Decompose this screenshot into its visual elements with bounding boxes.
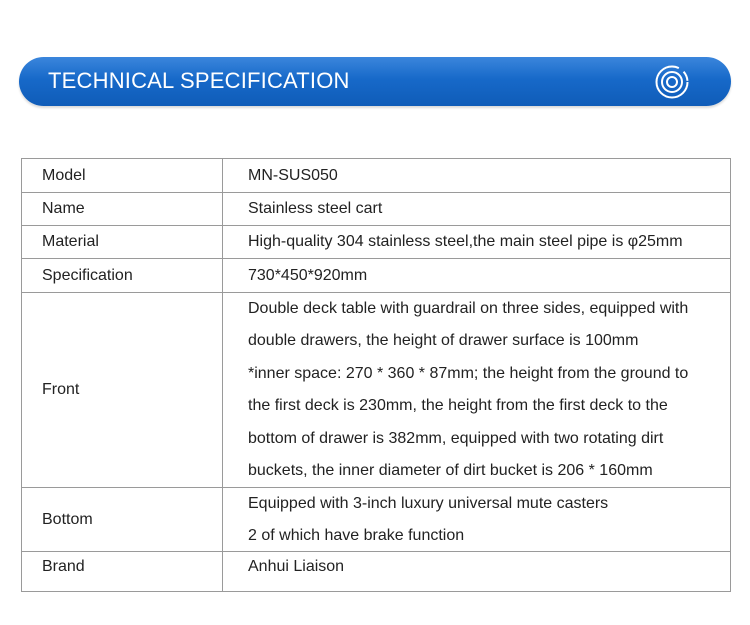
banner-title: TECHNICAL SPECIFICATION bbox=[48, 68, 350, 93]
table-row-specification bbox=[22, 259, 731, 293]
row-value bbox=[223, 226, 731, 259]
row-value bbox=[223, 552, 731, 592]
value-line: bottom of drawer is 382mm, equipped with two rotating dirt bbox=[248, 429, 664, 447]
spec-table bbox=[21, 158, 731, 592]
table-row-bottom bbox=[22, 488, 731, 552]
row-label: Bottom bbox=[22, 488, 223, 552]
value-line: MN-SUS050 bbox=[248, 166, 338, 184]
table-row-front bbox=[22, 293, 731, 488]
value-line: High-quality 304 stainless steel,the main steel pipe is φ25mm bbox=[248, 233, 683, 250]
value-line: 2 of which have brake function bbox=[248, 526, 465, 544]
row-label: Model bbox=[22, 159, 223, 193]
table-row-material bbox=[22, 226, 731, 259]
value-line: buckets, the inner diameter of dirt bucket is 206 * 160mm bbox=[248, 462, 653, 480]
value-line: 730*450*920mm bbox=[248, 266, 368, 284]
table-row-name bbox=[22, 193, 731, 226]
row-label: Specification bbox=[22, 259, 223, 293]
table-row-model bbox=[22, 159, 731, 193]
row-value bbox=[223, 159, 731, 193]
row-value bbox=[223, 259, 731, 293]
row-label: Material bbox=[22, 226, 223, 259]
table-row-brand bbox=[22, 552, 731, 592]
value-line: Stainless steel cart bbox=[248, 200, 383, 217]
row-label: Front bbox=[22, 293, 223, 488]
row-value bbox=[223, 488, 731, 552]
value-line: Double deck table with guardrail on three sides, equipped with bbox=[248, 300, 689, 317]
row-value bbox=[223, 293, 731, 488]
target-circle-icon bbox=[655, 65, 689, 99]
value-line: the first deck is 230mm, the height from the first deck to the bbox=[248, 397, 668, 415]
value-line: *inner space: 270 * 360 * 87mm; the height from the ground to bbox=[248, 364, 689, 382]
section-banner bbox=[19, 57, 731, 106]
row-label: Name bbox=[22, 193, 223, 226]
value-line: Anhui Liaison bbox=[248, 558, 345, 576]
value-line: double drawers, the height of drawer surface is 100mm bbox=[248, 332, 639, 350]
value-line: Equipped with 3-inch luxury universal mute casters bbox=[248, 495, 609, 513]
row-value bbox=[223, 193, 731, 226]
row-label: Brand bbox=[22, 552, 223, 592]
